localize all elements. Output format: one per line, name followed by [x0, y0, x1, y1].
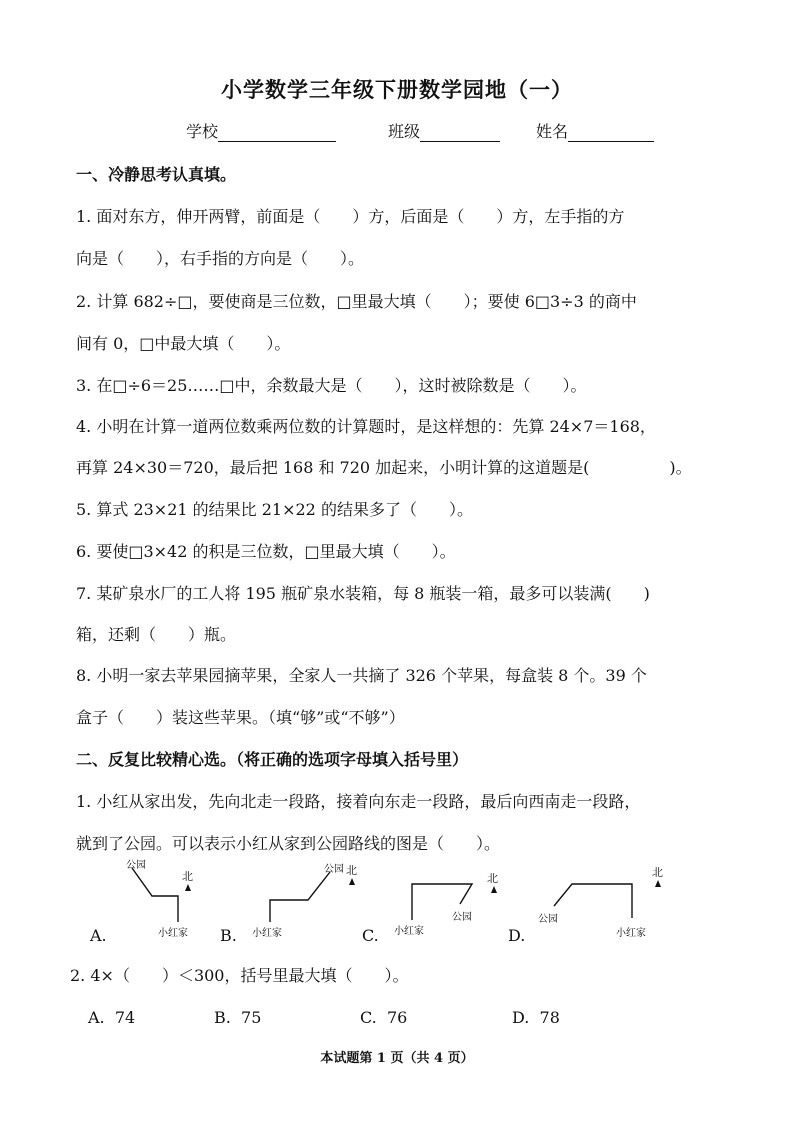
option-a[interactable] [88, 1008, 135, 1027]
name-blank[interactable] [568, 125, 654, 142]
north-label: 北 [652, 866, 663, 879]
route-figures [80, 858, 680, 950]
option-letter: D. [512, 1008, 530, 1027]
question-line: 4. 小明在计算一道两位数乘两位数的计算题时，是这样想的：先算 24×7＝168， [76, 417, 656, 436]
option-c[interactable]: C. [362, 926, 379, 945]
option-letter: C. [360, 1008, 377, 1027]
option-a[interactable]: A. [90, 926, 107, 945]
option-d[interactable]: D. [508, 926, 526, 945]
north-label: 北 [346, 864, 357, 877]
route-a [132, 868, 178, 922]
north-label: 北 [182, 870, 193, 883]
option-b[interactable] [214, 1008, 261, 1027]
north-arrow-icon [655, 880, 661, 887]
section2-heading: 二、反复比较精心选。（将正确的选项字母填入括号里） [76, 750, 469, 769]
route-b [270, 872, 330, 922]
question-line: 向是（ ），右手指的方向是（ ）。 [76, 249, 365, 268]
class-field [388, 119, 500, 142]
home-label: 小红家 [616, 928, 646, 939]
name-label: 姓名 [536, 122, 569, 141]
park-label: 公园 [452, 912, 472, 923]
name-field [536, 119, 654, 142]
section1-heading: 一、冷静思考认真填。 [76, 165, 237, 184]
option-letter: A. [88, 1008, 105, 1027]
question-line: 箱，还剩（ ）瓶。 [76, 625, 237, 644]
option-b[interactable]: B. [220, 926, 237, 945]
class-blank[interactable] [420, 125, 500, 142]
north-arrow-icon [185, 884, 191, 891]
question-line: 1. 面对东方，伸开两臂，前面是（ ）方，后面是（ ）方，左手指的方 [76, 207, 625, 226]
park-label: 公园 [126, 860, 146, 871]
question-line: 3. 在□÷6＝25……□中，余数最大是（ ），这时被除数是（ ）。 [76, 376, 587, 395]
option-d[interactable] [512, 1008, 560, 1027]
home-label: 小红家 [158, 928, 188, 939]
question-line: 2. 4×（ ）＜300，括号里最大填（ ）。 [70, 966, 409, 985]
north-arrow-icon [491, 886, 497, 893]
park-label: 公园 [324, 864, 344, 875]
option-c[interactable] [360, 1008, 407, 1027]
north-arrow-icon [349, 878, 355, 885]
question-line: 2. 计算 682÷□，要使商是三位数，□里最大填（ ）；要使 6□3÷3 的商中 [76, 292, 637, 311]
school-field [186, 119, 336, 142]
question-line: 6. 要使□3×42 的积是三位数，□里最大填（ ）。 [76, 542, 456, 561]
class-label: 班级 [388, 122, 421, 141]
question-line: 再算 24×30＝720，最后把 168 和 720 加起来，小明计算的这道题是( )。 [76, 458, 692, 477]
route-d [554, 884, 632, 918]
option-value: 74 [114, 1008, 136, 1027]
option-value: 75 [241, 1008, 262, 1027]
question-line: 5. 算式 23×21 的结果比 21×22 的结果多了（ ）。 [76, 500, 473, 519]
option-value: 78 [539, 1008, 560, 1027]
question-line: 间有 0，□中最大填（ ）。 [76, 334, 291, 353]
question-line: 7. 某矿泉水厂的工人将 195 瓶矿泉水装箱，每 8 瓶装一箱，最多可以装满( ) [76, 584, 650, 603]
option-value: 76 [386, 1008, 408, 1027]
option-letter: B. [214, 1008, 231, 1027]
school-label: 学校 [186, 122, 219, 141]
page-footer: 本试题第 1 页（共 4 页） [320, 1051, 474, 1066]
question-line: 盒子（ ）装这些苹果。（填“够”或“不够”） [76, 708, 405, 727]
page-title: 小学数学三年级下册数学园地（一） [221, 77, 573, 102]
home-label: 小红家 [252, 928, 282, 939]
school-blank[interactable] [218, 125, 336, 142]
question-line: 8. 小明一家去苹果园摘苹果，全家人一共摘了 326 个苹果，每盒装 8 个。39 个 [76, 666, 647, 685]
north-label: 北 [487, 872, 498, 885]
question-line: 就到了公园。可以表示小红从家到公园路线的图是（ ）。 [76, 834, 501, 853]
question-line: 1. 小红从家出发，先向北走一段路，接着向东走一段路，最后向西南走一段路， [76, 792, 641, 811]
home-label: 小红家 [394, 926, 424, 937]
park-label: 公园 [538, 914, 558, 925]
